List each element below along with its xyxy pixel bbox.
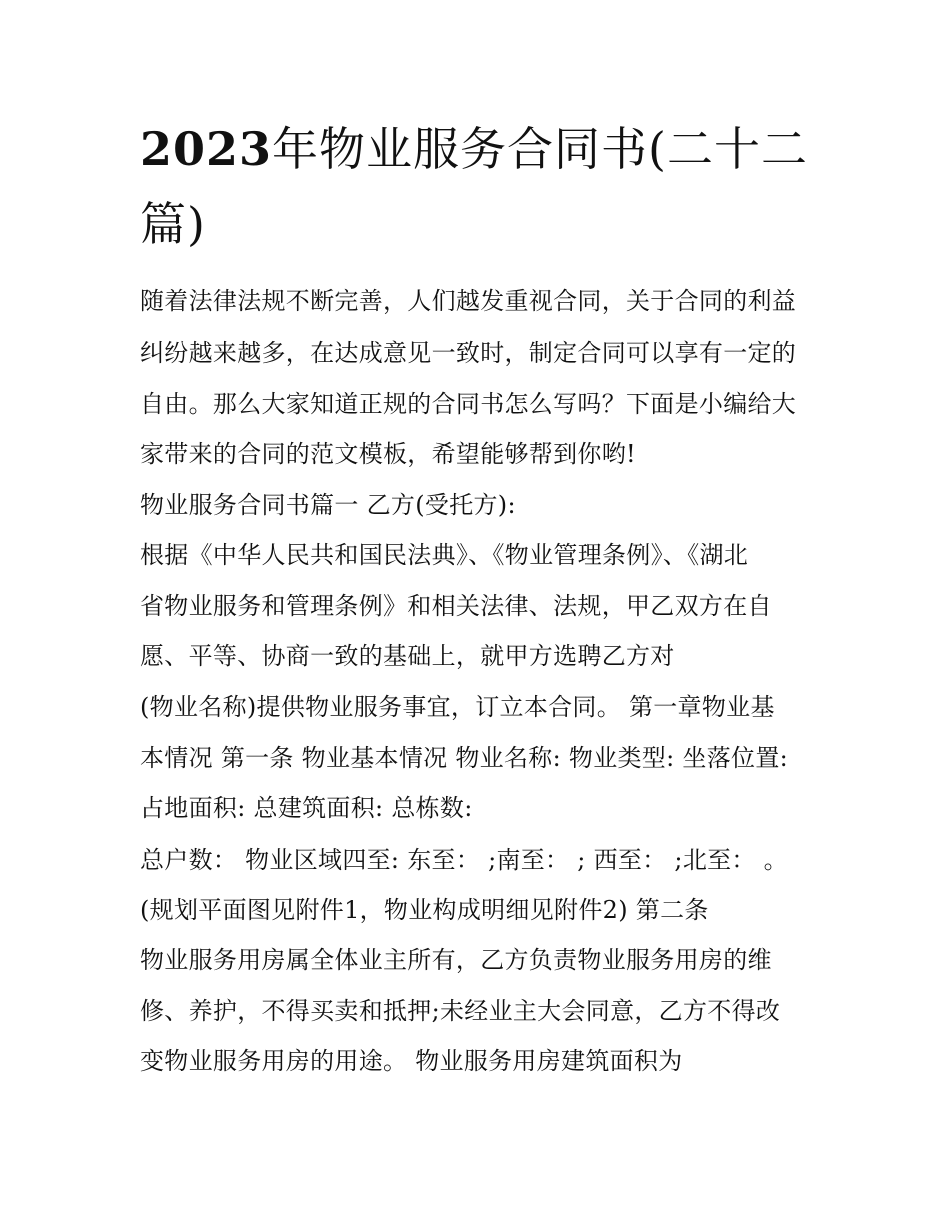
body-line: 修、养护，不得买卖和抵押;未经业主大会同意，乙方不得改: [140, 997, 781, 1025]
body-line: (物业名称)提供物业服务事宜，订立本合同。 第一章物业基: [140, 693, 775, 721]
body-line: 本情况 第一条 物业基本情况 物业名称: 物业类型: 坐落位置:: [140, 744, 789, 772]
title-text: 年物业服务合同书(二十二篇): [140, 122, 808, 251]
body-line: 变物业服务用房的用途。 物业服务用房建筑面积为: [140, 1047, 683, 1075]
body-line: 纠纷越来越多，在达成意见一致时，制定合同可以享有一定的: [140, 339, 797, 367]
body-line: 自由。那么大家知道正规的合同书怎么写吗？下面是小编给大: [140, 390, 797, 418]
body-line: 占地面积: 总建筑面积: 总栋数:: [140, 794, 473, 822]
section-heading-line: 物业服务合同书篇一 乙方(受托方):: [140, 491, 516, 519]
body-line: 省物业服务和管理条例》和相关法律、法规，甲乙双方在自: [140, 592, 772, 620]
body-line: 愿、平等、协商一致的基础上，就甲方选聘乙方对: [140, 642, 675, 670]
title-year: 2023: [140, 122, 273, 176]
body-line: 随着法律法规不断完善，人们越发重视合同，关于合同的利益: [140, 287, 797, 315]
body-line: (规划平面图见附件1，物业构成明细见附件2) 第二条: [140, 896, 709, 924]
body-line: 总户数： 物业区域四至: 东至： ;南至： ; 西至： ;北至： 。: [140, 846, 788, 874]
document-title: [140, 112, 820, 262]
body-line: 物业服务用房属全体业主所有，乙方负责物业服务用房的维: [140, 946, 772, 974]
body-line: 家带来的合同的范文模板，希望能够帮到你哟!: [140, 440, 636, 468]
body-line: 根据《中华人民共和国民法典》、《物业管理条例》、《湖北: [140, 541, 749, 569]
